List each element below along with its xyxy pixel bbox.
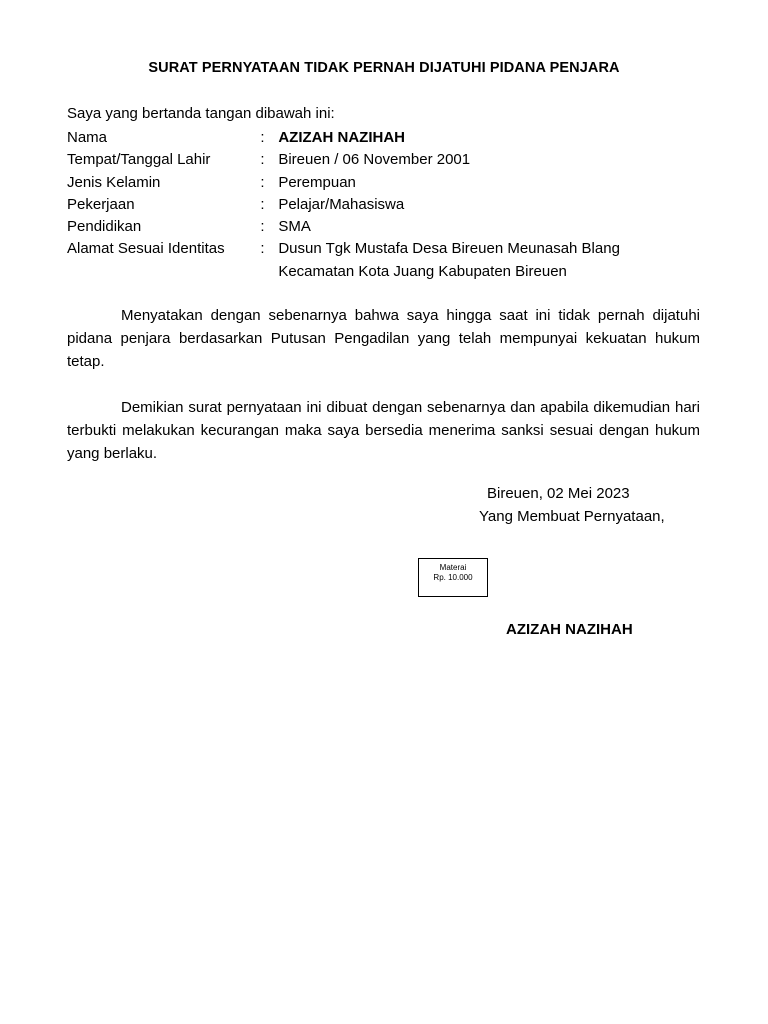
- field-label: Alamat Sesuai Identitas: [67, 240, 225, 258]
- field-row-education: [67, 216, 707, 238]
- statement-paragraph: [67, 304, 700, 373]
- statement-text: Menyatakan dengan sebenarnya bahwa saya hingga saat ini tidak pernah dijatuhi pidana penjara berdasarkan Putusan Pengadilan yang telah mempunyai kekuatan hukum tetap.: [67, 307, 700, 370]
- field-value-address-line2: Kecamatan Kota Juang Kabupaten Bireuen: [278, 262, 567, 280]
- signer-name: AZIZAH NAZIHAH: [506, 621, 633, 638]
- field-colon: :: [260, 129, 265, 146]
- field-value-birth: Bireuen / 06 November 2001: [278, 151, 471, 169]
- stamp-line-1: Materai: [439, 563, 467, 572]
- field-label: Pendidikan: [67, 218, 142, 236]
- field-label: Pekerjaan: [67, 195, 135, 213]
- place-date: Bireuen, 02 Mei 2023: [487, 485, 630, 502]
- field-colon: :: [260, 151, 265, 169]
- field-row-birth: [67, 149, 707, 171]
- field-value-name: AZIZAH NAZIHAH: [278, 129, 405, 146]
- field-value-education: SMA: [278, 218, 311, 236]
- stamp-line-2: Rp. 10.000: [433, 573, 473, 582]
- field-colon: :: [260, 218, 265, 236]
- field-colon: :: [260, 240, 265, 258]
- closing-paragraph: [67, 396, 700, 465]
- field-label: Nama: [67, 129, 108, 146]
- document-title: SURAT PERNYATAAN TIDAK PERNAH DIJATUHI PIDANA PENJARA: [148, 60, 620, 76]
- identity-fields: [67, 127, 707, 283]
- field-value-address: Dusun Tgk Mustafa Desa Bireuen Meunasah Blang: [278, 240, 620, 258]
- field-row-address: [67, 238, 707, 260]
- intro-text: Saya yang bertanda tangan dibawah ini:: [67, 105, 335, 122]
- field-colon: :: [260, 195, 265, 213]
- field-value-gender: Perempuan: [278, 173, 356, 191]
- maker-label: Yang Membuat Pernyataan,: [479, 508, 665, 525]
- field-value-occupation: Pelajar/Mahasiswa: [278, 195, 405, 213]
- field-row-address-continued: [67, 261, 707, 283]
- materai-stamp-box: [418, 558, 488, 597]
- field-label: Tempat/Tanggal Lahir: [67, 151, 211, 169]
- closing-text: Demikian surat pernyataan ini dibuat dengan sebenarnya dan apabila dikemudian hari terbukti melakukan kecurangan maka saya bersedia menerima sanksi sesuai dengan hukum yang berlaku.: [67, 399, 700, 462]
- field-colon: :: [260, 173, 265, 191]
- field-row-gender: [67, 172, 707, 194]
- field-label-empty: [67, 261, 260, 283]
- field-label: Jenis Kelamin: [67, 173, 161, 191]
- field-row-occupation: [67, 194, 707, 216]
- field-colon-empty: [260, 261, 278, 283]
- field-row-nama: [67, 127, 707, 149]
